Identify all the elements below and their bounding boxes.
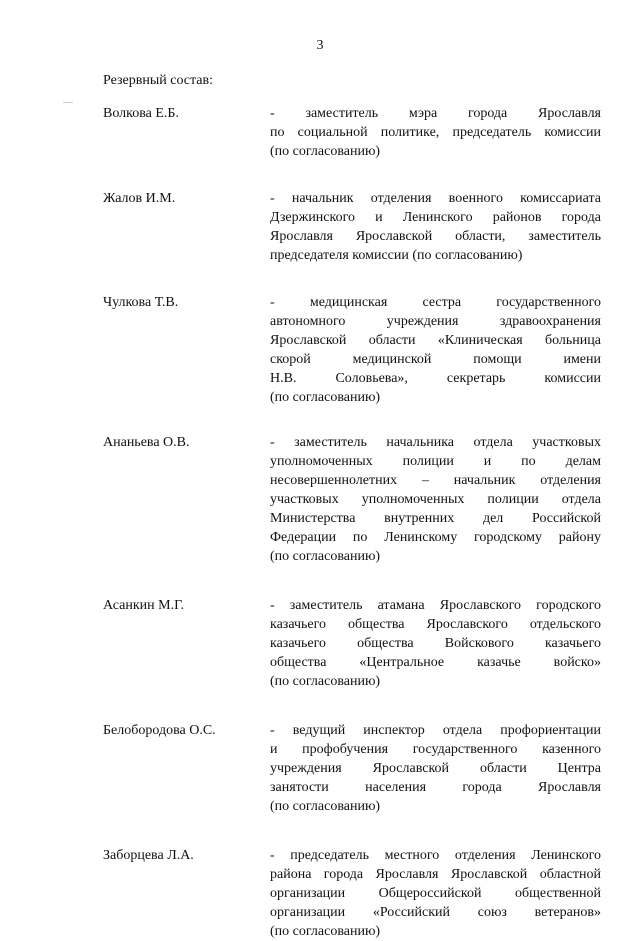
member-role-line: - медицинская сестра государственного	[270, 295, 601, 310]
member-role	[270, 433, 601, 566]
member-role-line: - заместитель начальника отдела участковых	[270, 435, 601, 450]
member-role-line: казачьего общества Ярославского отдельского	[270, 617, 601, 632]
member-entry	[0, 721, 640, 816]
member-name: Чулкова Т.В.	[103, 295, 179, 310]
member-role-line: Ярославской области «Клиническая больница	[270, 333, 601, 348]
member-role-line: - заместитель атамана Ярославского городского	[270, 598, 601, 613]
member-role-line: Н.В. Соловьева», секретарь комиссии	[270, 371, 601, 386]
members-list	[0, 104, 640, 941]
member-role	[270, 596, 601, 691]
member-role-line: - начальник отделения военного комиссариата	[270, 191, 601, 206]
member-role-line: и профобучения государственного казенного	[270, 742, 601, 757]
member-role-line: (по согласованию)	[270, 674, 381, 689]
margin-mark	[63, 102, 73, 103]
member-name: Ананьева О.В.	[103, 435, 190, 450]
member-role-line: района города Ярославля Ярославской областной	[270, 867, 601, 882]
member-role-line: скорой медицинской помощи имени	[270, 352, 601, 367]
page-number: 3	[316, 38, 324, 53]
member-name: Волкова Е.Б.	[103, 106, 179, 121]
member-entry	[0, 433, 640, 566]
member-role	[270, 189, 601, 265]
member-entry	[0, 293, 640, 407]
member-role-line: по социальной политике, председатель комиссии	[270, 125, 601, 140]
member-role-line: учреждения Ярославской области Центра	[270, 761, 601, 776]
member-role-line: общества «Центральное казачье войско»	[270, 655, 601, 670]
member-role-line: (по согласованию)	[270, 390, 381, 405]
member-role-line: казачьего общества Войскового казачьего	[270, 636, 601, 651]
member-name: Заборцева Л.А.	[103, 848, 194, 863]
member-role-line: уполномоченных полиции и по делам	[270, 454, 601, 469]
member-role-line: Дзержинского и Ленинского районов города	[270, 210, 601, 225]
member-entry	[0, 846, 640, 941]
member-role	[270, 293, 601, 407]
member-role-line: Федерации по Ленинскому городскому району	[270, 530, 601, 545]
member-role	[270, 846, 601, 941]
member-role	[270, 104, 601, 161]
member-role-line: - ведущий инспектор отдела профориентации	[270, 723, 601, 738]
member-role-line: - заместитель мэра города Ярославля	[270, 106, 601, 121]
member-role-line: (по согласованию)	[270, 924, 381, 939]
member-name: Белобородова О.С.	[103, 723, 216, 738]
member-name: Жалов И.М.	[103, 191, 176, 206]
member-role-line: - председатель местного отделения Ленинского	[270, 848, 601, 863]
member-role-line: несовершеннолетних – начальник отделения	[270, 473, 601, 488]
member-role-line: председателя комиссии (по согласованию)	[270, 248, 523, 263]
member-role-line: (по согласованию)	[270, 549, 381, 564]
member-role-line: Министерства внутренних дел Российской	[270, 511, 601, 526]
member-role-line: занятости населения города Ярославля	[270, 780, 601, 795]
member-entry	[0, 189, 640, 265]
member-entry	[0, 104, 640, 161]
member-role-line: участковых уполномоченных полиции отдела	[270, 492, 601, 507]
member-entry	[0, 596, 640, 691]
member-role	[270, 721, 601, 816]
member-name: Асанкин М.Г.	[103, 598, 185, 613]
member-role-line: организации «Российский союз ветеранов»	[270, 905, 601, 920]
member-role-line: (по согласованию)	[270, 799, 381, 814]
section-title: Резервный состав:	[103, 73, 214, 88]
member-role-line: (по согласованию)	[270, 144, 381, 159]
member-role-line: автономного учреждения здравоохранения	[270, 314, 601, 329]
member-role-line: организации Общероссийской общественной	[270, 886, 601, 901]
member-role-line: Ярославля Ярославской области, заместитель	[270, 229, 601, 244]
